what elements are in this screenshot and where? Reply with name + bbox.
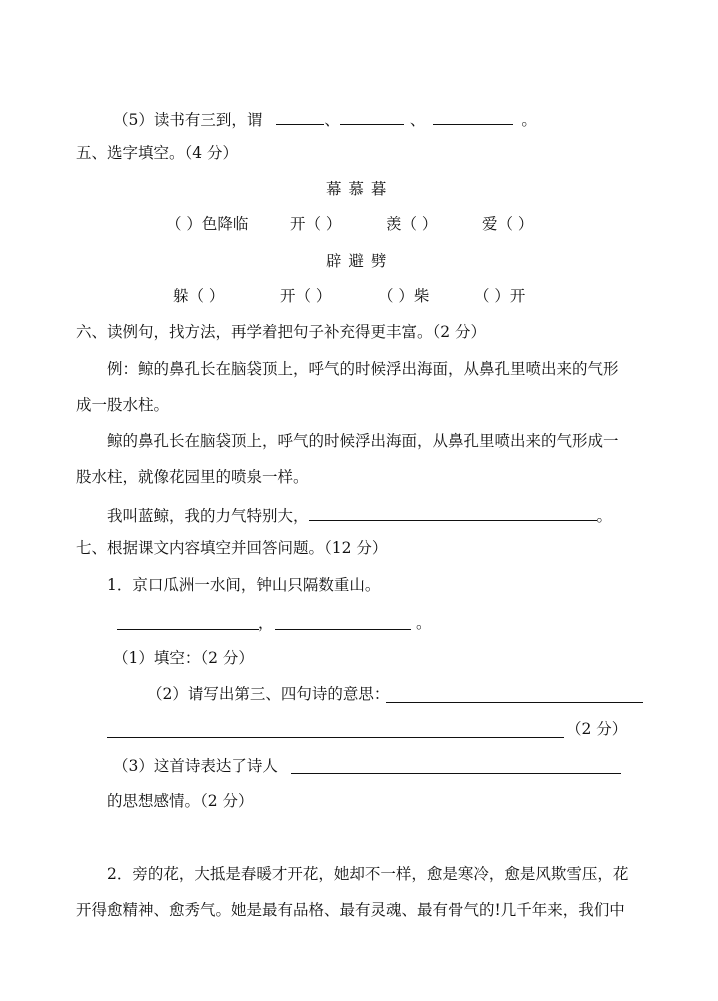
section5-group2-item[interactable]: （ ）开 [474,287,526,305]
poem-fill-comma: ， [258,614,274,632]
section5-group2-item[interactable]: （ ）柴 [378,287,430,305]
poem-line: 1．京口瓜洲一水间，钟山只隔数重山。 [107,576,381,594]
q5-separator: 、 [409,111,426,129]
question-2: （2）请写出第三、四句诗的意思： [147,685,390,703]
section6-example-line1: 例：鲸的鼻孔长在脑袋顶上，呼气的时候浮出海面，从鼻孔里喷出来的气形 [107,360,619,378]
section5-group1-item[interactable]: 爱（ ） [482,215,534,233]
question-2-score: （2 分） [566,720,628,738]
section6-exercise-end: 。 [596,507,613,525]
question-3-tail: 的思想感情。（2 分） [107,792,254,810]
section6-example-line2: 成一股水柱。 [76,396,170,414]
section5-group2-chars: 辟 避 劈 [326,252,388,270]
q5-end-mark: 。 [521,111,537,129]
question-3: （3）这首诗表达了诗人 [113,757,278,775]
passage-line1: 2．旁的花，大抵是春暖才开花，她却不一样，愈是寒冷，愈是风欺雪压，花 [107,865,629,883]
passage-line2: 开得愈精神、愈秀气。她是最有品格、最有灵魂、最有骨气的!几千年来，我们中 [76,901,625,919]
question-2-answer-line[interactable] [386,702,643,703]
section5-group1-item[interactable]: 开（ ） [290,215,342,233]
section6-exercise-prefix: 我叫蓝鲸，我的力气特别大， [107,507,309,525]
question-3-answer-line[interactable] [291,773,621,774]
section5-group1-item[interactable]: 羡（ ） [386,215,438,233]
section5-group1-item[interactable]: （ ）色降临 [166,215,249,233]
section6-exercise [107,506,612,525]
poem-fill-blank-2[interactable] [275,629,411,630]
section5-heading: 五、选字填空。（4 分） [76,144,239,162]
section5-group1-chars: 幕 慕 暮 [326,180,388,198]
poem-fill-end: 。 [416,614,432,632]
section5-group2-item[interactable]: 躲（ ） [173,287,225,305]
section6-rewrite-line2: 股水柱，就像花园里的喷泉一样。 [76,468,309,486]
q5-line [113,110,537,129]
section6-exercise-blank[interactable] [309,506,597,521]
q5-blank-2[interactable] [340,110,404,125]
question-2-answer-line[interactable] [107,737,564,738]
q5-separator: 、 [324,111,340,129]
section5-group2-item[interactable]: 开（ ） [280,287,332,305]
q5-label: （5）读书有三到，谓 [113,111,263,129]
section6-rewrite-line1: 鲸的鼻孔长在脑袋顶上，呼气的时候浮出海面，从鼻孔里喷出来的气形成一 [107,432,619,450]
q5-blank-1[interactable] [276,110,324,125]
q5-blank-3[interactable] [433,110,513,125]
poem-fill-blank-1[interactable] [117,629,259,630]
section6-heading: 六、读例句，找方法，再学着把句子补充得更丰富。（2 分） [76,323,487,341]
section7-heading: 七、根据课文内容填空并回答问题。（12 分） [76,539,388,557]
question-1: （1）填空：（2 分） [113,649,254,667]
